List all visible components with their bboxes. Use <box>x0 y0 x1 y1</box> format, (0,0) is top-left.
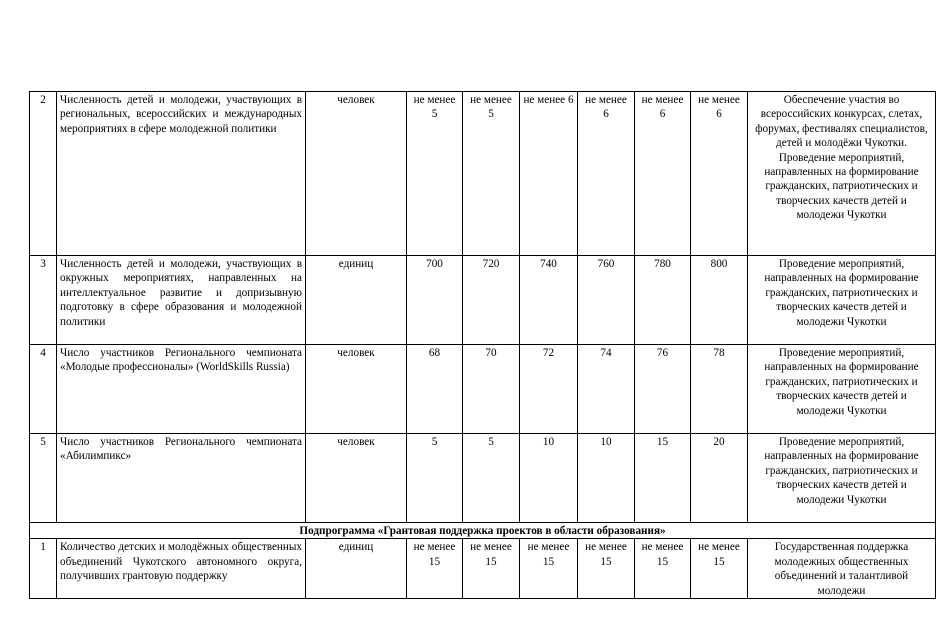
year-value: 740 <box>520 256 578 345</box>
year-value: 20 <box>691 434 748 523</box>
year-value: 760 <box>578 256 635 345</box>
year-value: не менее 15 <box>635 539 691 599</box>
year-value: не менее 5 <box>463 92 520 256</box>
year-value: не менее 6 <box>635 92 691 256</box>
year-value: 10 <box>578 434 635 523</box>
unit-of-measure: единиц <box>306 256 407 345</box>
year-value: 700 <box>407 256 463 345</box>
indicator-name: Число участников Регионального чемпионата «Абилимпикс» <box>57 434 306 523</box>
section-heading-row <box>30 523 936 539</box>
year-value: 800 <box>691 256 748 345</box>
row-number: 3 <box>30 256 57 345</box>
table-row <box>30 345 936 434</box>
measures-text: Государственная поддержка молодежных общественных объединений и талантливой молодежи <box>748 539 936 599</box>
year-value: 5 <box>407 434 463 523</box>
table-row <box>30 92 936 256</box>
year-value: 720 <box>463 256 520 345</box>
year-value: 78 <box>691 345 748 434</box>
year-value: 74 <box>578 345 635 434</box>
row-number: 5 <box>30 434 57 523</box>
row-number: 1 <box>30 539 57 599</box>
year-value: 780 <box>635 256 691 345</box>
table-row <box>30 256 936 345</box>
indicator-name: Количество детских и молодёжных общественных объединений Чукотского автономного округа, получивших грантовую поддержку <box>57 539 306 599</box>
year-value: не менее 15 <box>520 539 578 599</box>
year-value: 72 <box>520 345 578 434</box>
table-row <box>30 539 936 599</box>
section-title: Подпрограмма «Грантовая поддержка проектов в области образования» <box>30 523 936 539</box>
row-number: 4 <box>30 345 57 434</box>
indicators-table <box>29 91 936 599</box>
measures-text: Проведение мероприятий, направленных на формирование гражданских, патриотических и творческих качеств детей и молодежи Чукотки <box>748 434 936 523</box>
unit-of-measure: человек <box>306 345 407 434</box>
year-value: не менее 15 <box>691 539 748 599</box>
year-value: 10 <box>520 434 578 523</box>
year-value: не менее 6 <box>578 92 635 256</box>
year-value: не менее 15 <box>463 539 520 599</box>
unit-of-measure: человек <box>306 434 407 523</box>
year-value: не менее 15 <box>578 539 635 599</box>
indicator-name: Численность детей и молодежи, участвующих в региональных, всероссийских и международных мероприятиях в сфере молодежной политики <box>57 92 306 256</box>
measures-text: Обеспечение участия во всероссийских конкурсах, слетах, форумах, фестивалях специалистов, детей и молодёжи Чукотки. Проведение мероприятий, направленных на формирование гражданских, патриотических и творческих качеств детей и молодежи Чукотки <box>748 92 936 256</box>
year-value: 70 <box>463 345 520 434</box>
row-number: 2 <box>30 92 57 256</box>
table-row <box>30 434 936 523</box>
year-value: не менее 6 <box>691 92 748 256</box>
year-value: 15 <box>635 434 691 523</box>
year-value: 76 <box>635 345 691 434</box>
indicator-name: Численность детей и молодежи, участвующих в окружных мероприятиях, направленных на интеллектуальное развитие и допризывную подготовку в сфере образования и молодежной политики <box>57 256 306 345</box>
year-value: 5 <box>463 434 520 523</box>
year-value: 68 <box>407 345 463 434</box>
indicator-name: Число участников Регионального чемпионата «Молодые профессионалы» (WorldSkills Russia) <box>57 345 306 434</box>
year-value: не менее 6 <box>520 92 578 256</box>
year-value: не менее 5 <box>407 92 463 256</box>
year-value: не менее 15 <box>407 539 463 599</box>
measures-text: Проведение мероприятий, направленных на формирование гражданских, патриотических и творческих качеств детей и молодежи Чукотки <box>748 345 936 434</box>
unit-of-measure: человек <box>306 92 407 256</box>
unit-of-measure: единиц <box>306 539 407 599</box>
measures-text: Проведение мероприятий, направленных на формирование гражданских, патриотических и творческих качеств детей и молодежи Чукотки <box>748 256 936 345</box>
